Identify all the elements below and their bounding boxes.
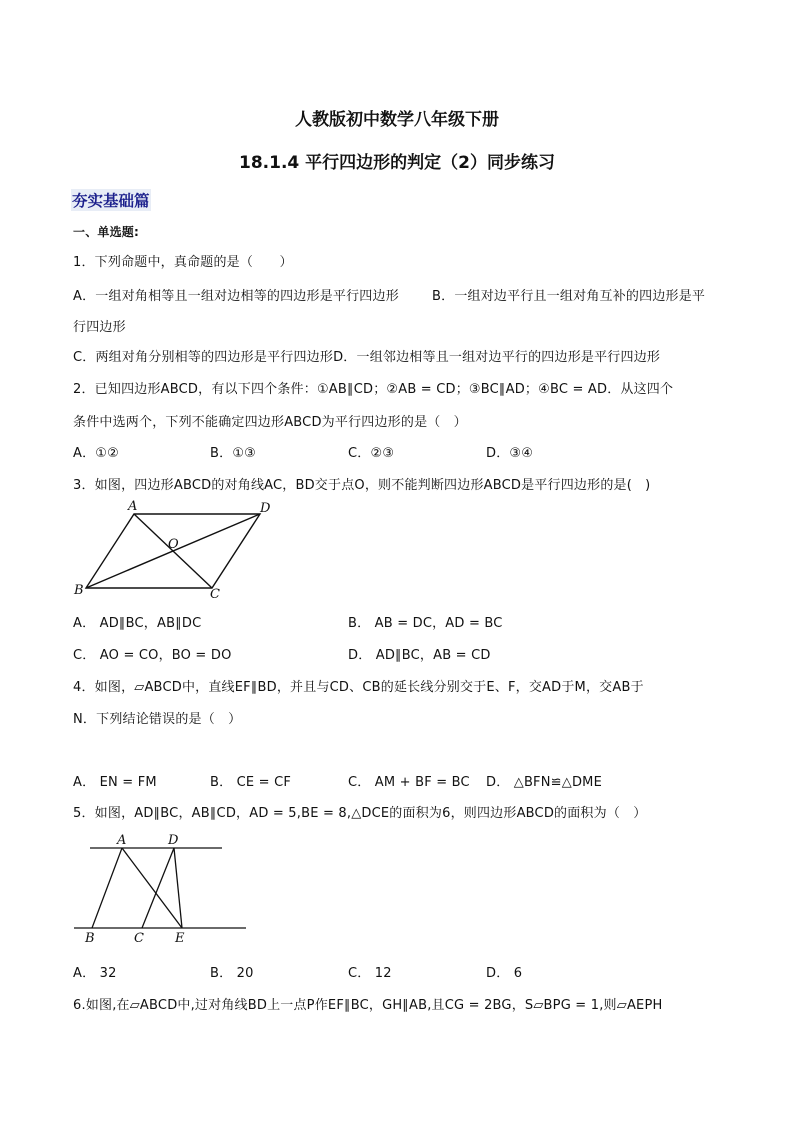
q3-parallelogram-figure bbox=[70, 498, 280, 600]
q5-figure bbox=[70, 828, 250, 948]
q1-stem: 1．下列命题中，真命题的是（ ） bbox=[73, 255, 293, 270]
q3-option-a: A． AD∥BC，AB∥DC bbox=[73, 616, 202, 631]
section-heading: 夯实基础篇 bbox=[71, 189, 151, 211]
q5-label-d: D bbox=[168, 833, 179, 848]
q5-segment-ae bbox=[122, 848, 182, 928]
q2-option-d: D．③④ bbox=[486, 446, 534, 461]
q5-label-b: B bbox=[85, 931, 95, 946]
q3-stem: 3．如图，四边形ABCD的对角线AC，BD交于点O，则不能判断四边形ABCD是平行四边形的是( ) bbox=[73, 478, 651, 493]
q4-option-c: C． AM + BF = BC bbox=[348, 775, 470, 790]
q6-stem-line1: 6.如图,在▱ABCD中,过对角线BD上一点P作EF∥BC，GH∥AB,且CG = 2BG，S▱BPG = 1,则▱AEPH bbox=[73, 998, 663, 1013]
q4-stem-line2: N．下列结论错误的是（ ） bbox=[73, 712, 242, 727]
q2-option-a: A．①② bbox=[73, 446, 120, 461]
q4-option-a: A． EN = FM bbox=[73, 775, 157, 790]
q3-option-b: B． AB = DC，AD = BC bbox=[348, 616, 503, 631]
q5-option-a: A． 32 bbox=[73, 966, 117, 981]
q3-option-d: D． AD∥BC，AB = CD bbox=[348, 648, 491, 663]
q5-segment-dc bbox=[142, 848, 174, 928]
q4-stem-line1: 4．如图，▱ABCD中，直线EF∥BD，并且与CD、CB的延长线分别交于E、F，交AD于M，交AB于 bbox=[73, 680, 644, 695]
q5-label-c: C bbox=[134, 931, 144, 946]
q5-option-d: D． 6 bbox=[486, 966, 523, 981]
q2-stem-line1: 2．已知四边形ABCD，有以下四个条件：①AB∥CD；②AB = CD；③BC∥AD；④BC = AD．从这四个 bbox=[73, 382, 674, 397]
q1-options-cd: C．两组对角分别相等的四边形是平行四边形D．一组邻边相等且一组对边平行的四边形是平行四边形 bbox=[73, 350, 661, 365]
q3-label-d: D bbox=[260, 501, 271, 516]
q5-option-b: B． 20 bbox=[210, 966, 254, 981]
q5-label-a: A bbox=[117, 833, 127, 848]
q4-option-d: D． △BFN≌△DME bbox=[486, 775, 602, 790]
q3-label-b: B bbox=[74, 583, 84, 598]
q5-stem: 5．如图，AD∥BC，AB∥CD，AD = 5,BE = 8,△DCE的面积为6，则四边形ABCD的面积为（ ） bbox=[73, 806, 647, 821]
q2-option-c: C．②③ bbox=[348, 446, 395, 461]
q4-option-b: B． CE = CF bbox=[210, 775, 292, 790]
q5-option-c: C． 12 bbox=[348, 966, 392, 981]
q3-label-c: C bbox=[210, 587, 220, 600]
q5-label-e: E bbox=[175, 931, 185, 946]
q2-option-b: B．①③ bbox=[210, 446, 257, 461]
q5-segment-ab bbox=[92, 848, 122, 928]
q1-option-a: A．一组对角相等且一组对边相等的四边形是平行四边形 bbox=[73, 289, 399, 304]
q3-label-o: O bbox=[168, 537, 179, 552]
page-subtitle: 18.1.4 平行四边形的判定（2）同步练习 bbox=[239, 153, 555, 173]
q3-label-a: A bbox=[128, 499, 138, 514]
q1-option-b-line2: 行四边形 bbox=[73, 320, 126, 335]
q3-option-c: C． AO = CO，BO = DO bbox=[73, 648, 232, 663]
part-heading: 一、单选题: bbox=[73, 225, 139, 239]
page-title: 人教版初中数学八年级下册 bbox=[295, 110, 499, 130]
q1-option-b-line1: B．一组对边平行且一组对角互补的四边形是平 bbox=[432, 289, 706, 304]
q5-segment-de bbox=[174, 848, 182, 928]
q2-stem-line2: 条件中选两个，下列不能确定四边形ABCD为平行四边形的是（ ） bbox=[73, 415, 467, 430]
